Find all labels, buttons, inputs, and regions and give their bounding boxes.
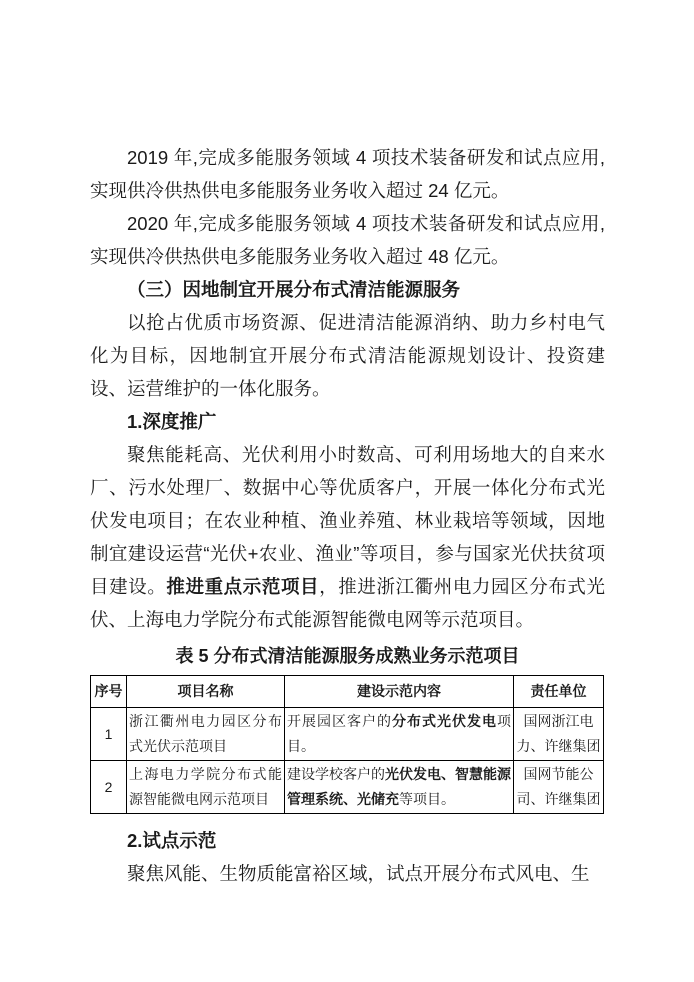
table-header-row [91,676,604,708]
bold-text-run: 推进重点示范项目 [166,576,320,597]
text-run: 聚焦风能、生物质能富裕区域，试点开展分布式风电、生 [127,863,590,884]
table-header-cell: 序号 [91,676,127,708]
table-header-cell: 建设示范内容 [285,676,514,708]
bold-text-run: 分布式光伏发电 [392,713,497,729]
body-paragraph [90,141,605,207]
table-cell [285,708,514,761]
text-run: 开展园区客户的 [287,713,392,729]
body-paragraph [90,857,605,890]
text-run: ，推进浙江衢州电力园区分布式光伏、上海电力学院分布式能源智能微电网等示范项目。 [90,576,605,630]
text-run: 浙江衢州电力园区分布式光伏示范项目 [129,713,282,754]
document-content [90,141,605,890]
body-paragraph [90,438,605,636]
section-heading [90,273,605,306]
body-paragraph [90,207,605,273]
text-run: 聚焦能耗高、光伏利用小时数高、可利用场地大的自来水厂、污水处理厂、数据中心等优质客户，开展一体化分布式光伏发电项目；在农业种植、渔业养殖、林业栽培等领域，因地制宜建设运营“光伏+农业、渔业”等项目，参与国家光伏扶贫项目建设。 [90,444,605,597]
text-run: 等项目。 [399,791,455,807]
table-cell [285,761,514,814]
table-cell [127,761,285,814]
demo-projects-table [90,675,604,814]
bold-text-run: 光伏发电、智慧能源管理系统、光储充 [287,766,511,807]
text-run: 项目。 [287,713,511,754]
text-run: 上海电力学院分布式能源智能微电网示范项目 [129,766,282,807]
body-paragraph [90,306,605,405]
table-header-cell: 项目名称 [127,676,285,708]
text-run: 1 [104,725,113,742]
table-cell [514,708,604,761]
section-heading [90,824,605,857]
bold-text-run: （三）因地制宜开展分布式清洁能源服务 [127,279,461,300]
table-title: 表 5 分布式清洁能源服务成熟业务示范项目 [175,646,520,666]
table-cell [91,708,127,761]
section-heading [90,405,605,438]
table-header-cell: 责任单位 [514,676,604,708]
text-run: 2019 年,完成多能服务领域 4 项技术装备研发和试点应用,实现供冷供热供电多能服务业务收入超过 24 亿元。 [90,147,605,201]
text-run: 2 [104,778,113,795]
table-cell [127,708,285,761]
table-cell [91,761,127,814]
bold-text-run: 2.试点示范 [127,830,217,851]
table-row [91,761,604,814]
text-run: 以抢占优质市场资源、促进清洁能源消纳、助力乡村电气化为目标，因地制宜开展分布式清洁能源规划设计、投资建设、运营维护的一体化服务。 [90,312,605,399]
text-run: 国网节能公司、许继集团 [516,766,601,807]
table-cell [514,761,604,814]
table-row [91,708,604,761]
text-run: 国网浙江电力、许继集团 [516,713,601,754]
bold-text-run: 1.深度推广 [127,411,217,432]
text-run: 2020 年,完成多能服务领域 4 项技术装备研发和试点应用,实现供冷供热供电多能服务业务收入超过 48 亿元。 [90,213,605,267]
text-run: 建设学校客户的 [287,766,385,782]
